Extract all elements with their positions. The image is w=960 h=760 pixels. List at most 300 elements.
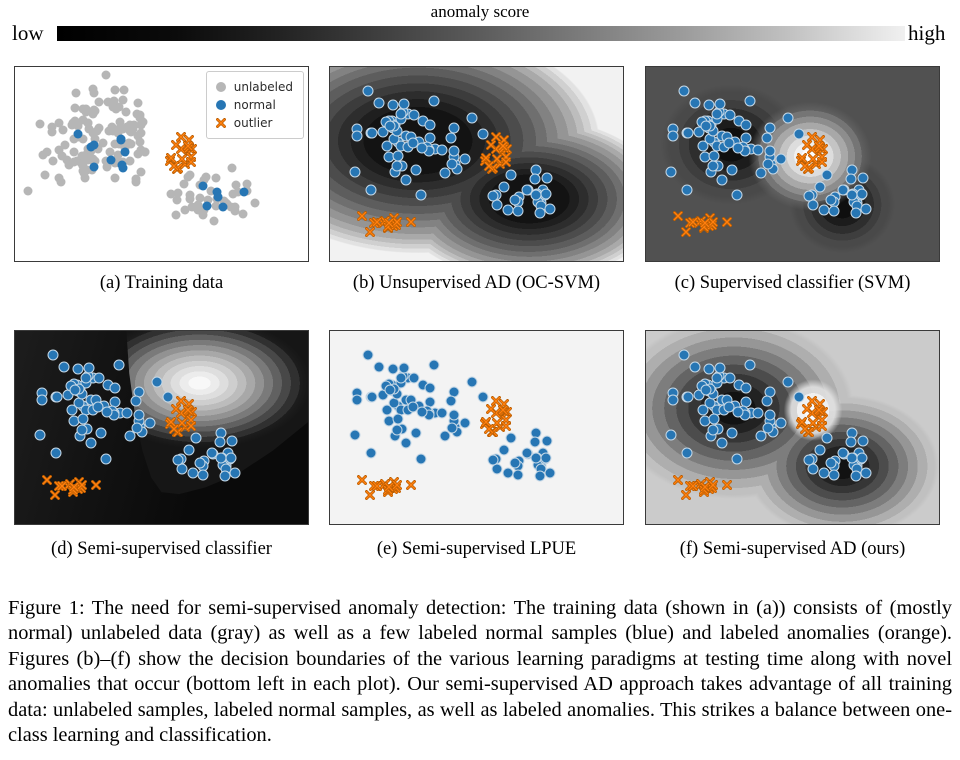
scatter-point — [111, 85, 120, 94]
scatter-point — [181, 206, 190, 215]
scatter-point — [366, 391, 377, 402]
scatter-point — [162, 392, 173, 403]
subcaption-f: (f) Semi-supervised AD (ours) — [679, 539, 906, 559]
scatter-point — [446, 396, 457, 407]
scatter-point — [825, 194, 836, 205]
colorbar-high-label: high — [908, 21, 946, 45]
scatter-point — [436, 144, 447, 155]
scatter-point — [110, 173, 119, 182]
figure-caption: Figure 1: The need for semi-supervised anomaly detection: The training data (shown in (a)) consists of (mostly normal) unlabeled data (gray) as well as a few labeled normal samples (blue) and labeled anomalies (orange). Figures (b)–(f) show the decision boundaries of the various learning paradigms at testing time along with novel anomalies that occur (bottom left in each plot). Our semi-supervised AD approach takes advantage of all training data: unlabeled samples, labeled normal samples, as well as labeled anomalies. This strikes a balance between one-class learning and classification. — [8, 597, 952, 747]
scatter-point — [49, 157, 58, 166]
scatter-point — [509, 194, 520, 205]
scatter-point — [682, 185, 693, 196]
scatter-point — [239, 210, 248, 219]
scatter-point — [133, 99, 142, 108]
scatter-point — [731, 453, 742, 464]
scatter-point — [682, 127, 693, 138]
scatter-point — [100, 453, 111, 464]
scatter-point — [793, 392, 804, 403]
scatter-x-point — [365, 490, 375, 500]
scatter-point — [765, 146, 776, 157]
scatter-point — [392, 161, 403, 172]
legend-label: normal — [233, 98, 276, 112]
scatter-point — [121, 147, 130, 156]
scatter-point — [90, 163, 99, 172]
scatter-point — [425, 119, 436, 130]
scatter-point — [861, 467, 872, 478]
scatter-point — [850, 207, 861, 218]
scatter-point — [415, 190, 426, 201]
scatter-point — [429, 359, 440, 370]
scatter-x-point — [406, 480, 416, 490]
scatter-x-point — [688, 217, 698, 227]
scatter-point — [459, 417, 470, 428]
scatter-point — [845, 174, 856, 185]
scatter-point — [194, 206, 203, 215]
scatter-point — [446, 159, 457, 170]
scatter-point — [134, 409, 145, 420]
scatter-point — [85, 438, 96, 449]
scatter-point — [173, 188, 182, 197]
scatter-x-point — [186, 421, 196, 431]
scatter-point — [55, 174, 64, 183]
scatter-point — [51, 391, 62, 402]
scatter-x-point — [722, 480, 732, 490]
scatter-point — [351, 394, 362, 405]
scatter-point — [351, 131, 362, 142]
scatter-point — [708, 161, 719, 172]
scatter-x-point — [817, 157, 827, 167]
legend-label: unlabeled — [233, 80, 293, 94]
scatter-point — [250, 198, 259, 207]
scatter-point — [512, 206, 523, 217]
scatter-point — [783, 112, 794, 123]
scatter-point — [366, 127, 377, 138]
scatter-x-point — [406, 217, 416, 227]
scatter-point — [373, 361, 384, 372]
scatter-point — [534, 471, 545, 482]
scatter-x-point — [42, 475, 52, 485]
scatter-point — [745, 95, 756, 106]
scatter-point — [172, 211, 181, 220]
scatter-point — [363, 349, 374, 360]
outlier-marker-icon — [215, 118, 227, 128]
scatter-x-point — [501, 421, 511, 431]
scatter-x-point — [91, 480, 101, 490]
scatter-x-point — [722, 217, 732, 227]
scatter-point — [828, 469, 839, 480]
panel-semisup-classifier — [14, 330, 309, 525]
scatter-x-point — [50, 490, 60, 500]
scatter-point — [529, 174, 540, 185]
scatter-point — [858, 436, 869, 447]
scatter-point — [665, 166, 676, 177]
scatter-point — [78, 414, 89, 425]
scatter-point — [762, 132, 773, 143]
scatter-x-point — [357, 211, 367, 221]
scatter-point — [732, 406, 743, 417]
scatter-point — [23, 186, 32, 195]
panel-training-data — [14, 66, 309, 262]
scatter-x-point — [69, 482, 79, 492]
scatter-x-point — [372, 481, 382, 491]
scatter-point — [55, 146, 64, 155]
scatter-point — [80, 372, 91, 383]
scatter-point — [804, 191, 815, 202]
scatter-point — [197, 469, 208, 480]
scatter-point — [793, 128, 804, 139]
scatter-point — [698, 405, 709, 416]
scatter-point — [116, 118, 125, 127]
scatter-point — [373, 98, 384, 109]
scatter-point — [542, 436, 553, 447]
scatter-point — [78, 159, 87, 168]
scatter-x-point — [498, 405, 508, 415]
scatter-point — [152, 376, 163, 387]
scatter-point — [701, 121, 712, 132]
subcaption-b: (b) Unsupervised AD (OC-SVM) — [352, 273, 601, 293]
scatter-point — [131, 422, 142, 433]
scatter-point — [363, 85, 374, 96]
scatter-point — [108, 103, 117, 112]
scatter-point — [724, 109, 735, 120]
scatter-point — [682, 391, 693, 402]
scatter-point — [51, 448, 62, 459]
scatter-point — [400, 438, 411, 449]
scatter-point — [488, 454, 499, 465]
scatter-point — [395, 108, 406, 119]
scatter-point — [58, 361, 69, 372]
scatter-x-point — [169, 161, 179, 171]
panel-lpue — [329, 330, 624, 525]
scatter-x-point — [800, 424, 810, 434]
colorbar-title: anomaly score — [430, 2, 530, 21]
scatter-point — [107, 123, 116, 132]
scatter-point — [509, 458, 520, 469]
scatter-point — [136, 137, 145, 146]
scatter-point — [436, 408, 447, 419]
scatter-x-point — [372, 217, 382, 227]
scatter-point — [191, 433, 202, 444]
scatter-point — [90, 106, 99, 115]
scatter-point — [385, 385, 396, 396]
subcaption-d: (d) Semi-supervised classifier — [51, 539, 272, 559]
scatter-point — [213, 192, 222, 201]
scatter-x-point — [183, 141, 193, 151]
scatter-x-point — [357, 475, 367, 485]
scatter-point — [72, 89, 81, 98]
scatter-point — [410, 428, 421, 439]
scatter-point — [110, 383, 121, 394]
scatter-point — [804, 454, 815, 465]
scatter-point — [214, 437, 225, 448]
scatter-point — [416, 406, 427, 417]
scatter-point — [667, 394, 678, 405]
scatter-point — [731, 190, 742, 201]
scatter-point — [665, 430, 676, 441]
scatter-point — [121, 107, 130, 116]
scatter-point — [101, 406, 112, 417]
scatter-point — [203, 201, 212, 210]
scatter-point — [183, 445, 194, 456]
scatter-point — [400, 174, 411, 185]
scatter-x-point — [384, 218, 394, 228]
scatter-x-point — [365, 227, 375, 237]
legend-label: outlier — [233, 116, 273, 130]
scatter-point — [101, 70, 110, 79]
scatter-point — [711, 108, 722, 119]
scatter-point — [58, 126, 67, 135]
scatter-x-point — [817, 421, 827, 431]
scatter-point — [446, 422, 457, 433]
scatter-x-point — [681, 227, 691, 237]
legend-item-normal — [215, 96, 293, 114]
scatter-point — [775, 154, 786, 165]
scatter-point — [477, 128, 488, 139]
scatter-point — [467, 112, 478, 123]
scatter-point — [540, 452, 551, 463]
scatter-point — [70, 385, 81, 396]
scatter-point — [732, 143, 743, 154]
scatter-point — [43, 148, 52, 157]
scatter-point — [131, 396, 142, 407]
scatter-x-point — [673, 211, 683, 221]
scatter-point — [229, 189, 238, 198]
scatter-point — [679, 349, 690, 360]
scatter-point — [94, 123, 103, 132]
scatter-point — [385, 121, 396, 132]
scatter-point — [93, 373, 104, 384]
scatter-point — [709, 150, 720, 161]
scatter-point — [47, 128, 56, 137]
scatter-point — [117, 136, 126, 145]
scatter-point — [467, 376, 478, 387]
legend-item-unlabeled — [215, 78, 293, 96]
scatter-x-point — [673, 475, 683, 485]
scatter-point — [429, 95, 440, 106]
scatter-point — [716, 174, 727, 185]
scatter-point — [726, 164, 737, 175]
panel-ocsvm — [329, 66, 624, 262]
scatter-point — [132, 174, 141, 183]
scatter-point — [36, 119, 45, 128]
scatter-point — [183, 173, 192, 182]
scatter-point — [410, 164, 421, 175]
scatter-point — [783, 376, 794, 387]
scatter-point — [125, 126, 134, 135]
scatter-point — [393, 414, 404, 425]
scatter-point — [67, 405, 78, 416]
legend-item-outlier — [215, 114, 293, 132]
scatter-point — [85, 125, 94, 134]
scatter-point — [239, 187, 248, 196]
scatter-point — [84, 362, 95, 373]
scatter-point — [752, 144, 763, 155]
scatter-point — [399, 99, 410, 110]
scatter-point — [349, 430, 360, 441]
scatter-point — [36, 394, 47, 405]
legend — [206, 71, 304, 139]
subcaption-e: (e) Semi-supervised LPUE — [376, 539, 577, 559]
colorbar-low-label: low — [12, 21, 44, 45]
scatter-point — [477, 392, 488, 403]
scatter-point — [366, 185, 377, 196]
scatter-point — [822, 433, 833, 444]
scatter-point — [667, 131, 678, 142]
scatter-point — [498, 182, 509, 193]
scatter-point — [762, 422, 773, 433]
scatter-point — [828, 206, 839, 217]
scatter-point — [861, 204, 872, 215]
scatter-x-point — [681, 490, 691, 500]
scatter-point — [119, 163, 128, 172]
scatter-point — [408, 109, 419, 120]
scatter-point — [114, 359, 125, 370]
scatter-point — [225, 452, 236, 463]
scatter-x-point — [814, 405, 824, 415]
scatter-point — [745, 359, 756, 370]
scatter-point — [715, 362, 726, 373]
scatter-x-point — [484, 424, 494, 434]
scatter-x-point — [700, 482, 710, 492]
scatter-point — [425, 383, 436, 394]
normal-marker-icon — [215, 100, 227, 110]
scatter-x-point — [186, 157, 196, 167]
panel-semisup-ad — [645, 330, 940, 525]
scatter-point — [679, 85, 690, 96]
scatter-point — [227, 436, 238, 447]
scatter-point — [230, 467, 241, 478]
scatter-point — [708, 424, 719, 435]
scatter-point — [408, 373, 419, 384]
scatter-point — [762, 159, 773, 170]
scatter-point — [173, 454, 184, 465]
scatter-point — [506, 433, 517, 444]
scatter-point — [534, 207, 545, 218]
scatter-point — [762, 396, 773, 407]
scatter-point — [34, 430, 45, 441]
subcaption-c: (c) Supervised classifier (SVM) — [674, 273, 911, 293]
scatter-point — [512, 469, 523, 480]
scatter-point — [682, 448, 693, 459]
scatter-point — [845, 437, 856, 448]
scatter-point — [529, 437, 540, 448]
scatter-point — [228, 163, 237, 172]
scatter-point — [64, 161, 73, 170]
anomaly-score-colorbar — [57, 26, 905, 41]
scatter-point — [741, 383, 752, 394]
scatter-point — [199, 182, 208, 191]
scatter-point — [77, 424, 88, 435]
scatter-point — [366, 448, 377, 459]
scatter-point — [709, 414, 720, 425]
scatter-x-point — [384, 482, 394, 492]
scatter-x-point — [484, 161, 494, 171]
scatter-point — [133, 150, 142, 159]
scatter-point — [107, 155, 116, 164]
scatter-point — [41, 171, 50, 180]
scatter-point — [449, 409, 460, 420]
scatter-point — [349, 166, 360, 177]
scatter-point — [856, 189, 867, 200]
scatter-x-point — [501, 157, 511, 167]
scatter-point — [219, 471, 230, 482]
scatter-point — [858, 172, 869, 183]
scatter-point — [765, 409, 776, 420]
scatter-point — [393, 150, 404, 161]
scatter-point — [540, 189, 551, 200]
scatter-point — [194, 458, 205, 469]
scatter-point — [395, 372, 406, 383]
scatter-point — [689, 98, 700, 109]
scatter-x-point — [700, 218, 710, 228]
scatter-point — [219, 203, 228, 212]
scatter-point — [814, 445, 825, 456]
scatter-point — [446, 132, 457, 143]
scatter-point — [752, 408, 763, 419]
scatter-x-point — [800, 161, 810, 171]
scatter-point — [545, 467, 556, 478]
scatter-point — [701, 385, 712, 396]
panel-svm — [645, 66, 940, 262]
scatter-point — [211, 174, 220, 183]
scatter-point — [716, 438, 727, 449]
scatter-point — [144, 417, 155, 428]
scatter-point — [545, 204, 556, 215]
scatter-point — [86, 142, 95, 151]
scatter-point — [741, 119, 752, 130]
scatter-point — [89, 88, 98, 97]
scatter-point — [724, 373, 735, 384]
scatter-point — [506, 169, 517, 180]
scatter-x-point — [169, 424, 179, 434]
scatter-point — [416, 143, 427, 154]
scatter-point — [715, 99, 726, 110]
scatter-point — [382, 405, 393, 416]
scatter-point — [73, 129, 82, 138]
subcaption-a: (a) Training data — [99, 273, 224, 293]
scatter-point — [711, 372, 722, 383]
scatter-x-point — [498, 141, 508, 151]
scatter-point — [399, 362, 410, 373]
scatter-point — [825, 458, 836, 469]
scatter-point — [822, 169, 833, 180]
scatter-point — [210, 216, 219, 225]
scatter-x-point — [688, 481, 698, 491]
scatter-point — [459, 154, 470, 165]
scatter-point — [726, 428, 737, 439]
unlabeled-marker-icon — [215, 82, 227, 92]
scatter-point — [814, 182, 825, 193]
scatter-point — [415, 453, 426, 464]
scatter-x-point — [183, 405, 193, 415]
scatter-point — [392, 424, 403, 435]
scatter-x-point — [814, 141, 824, 151]
scatter-point — [775, 417, 786, 428]
scatter-point — [856, 452, 867, 463]
scatter-point — [121, 408, 132, 419]
scatter-x-point — [57, 481, 67, 491]
scatter-point — [48, 349, 59, 360]
scatter-point — [137, 128, 146, 137]
scatter-point — [120, 85, 129, 94]
scatter-point — [698, 141, 709, 152]
scatter-point — [488, 191, 499, 202]
scatter-point — [689, 361, 700, 372]
scatter-point — [95, 428, 106, 439]
scatter-point — [498, 445, 509, 456]
scatter-point — [850, 471, 861, 482]
